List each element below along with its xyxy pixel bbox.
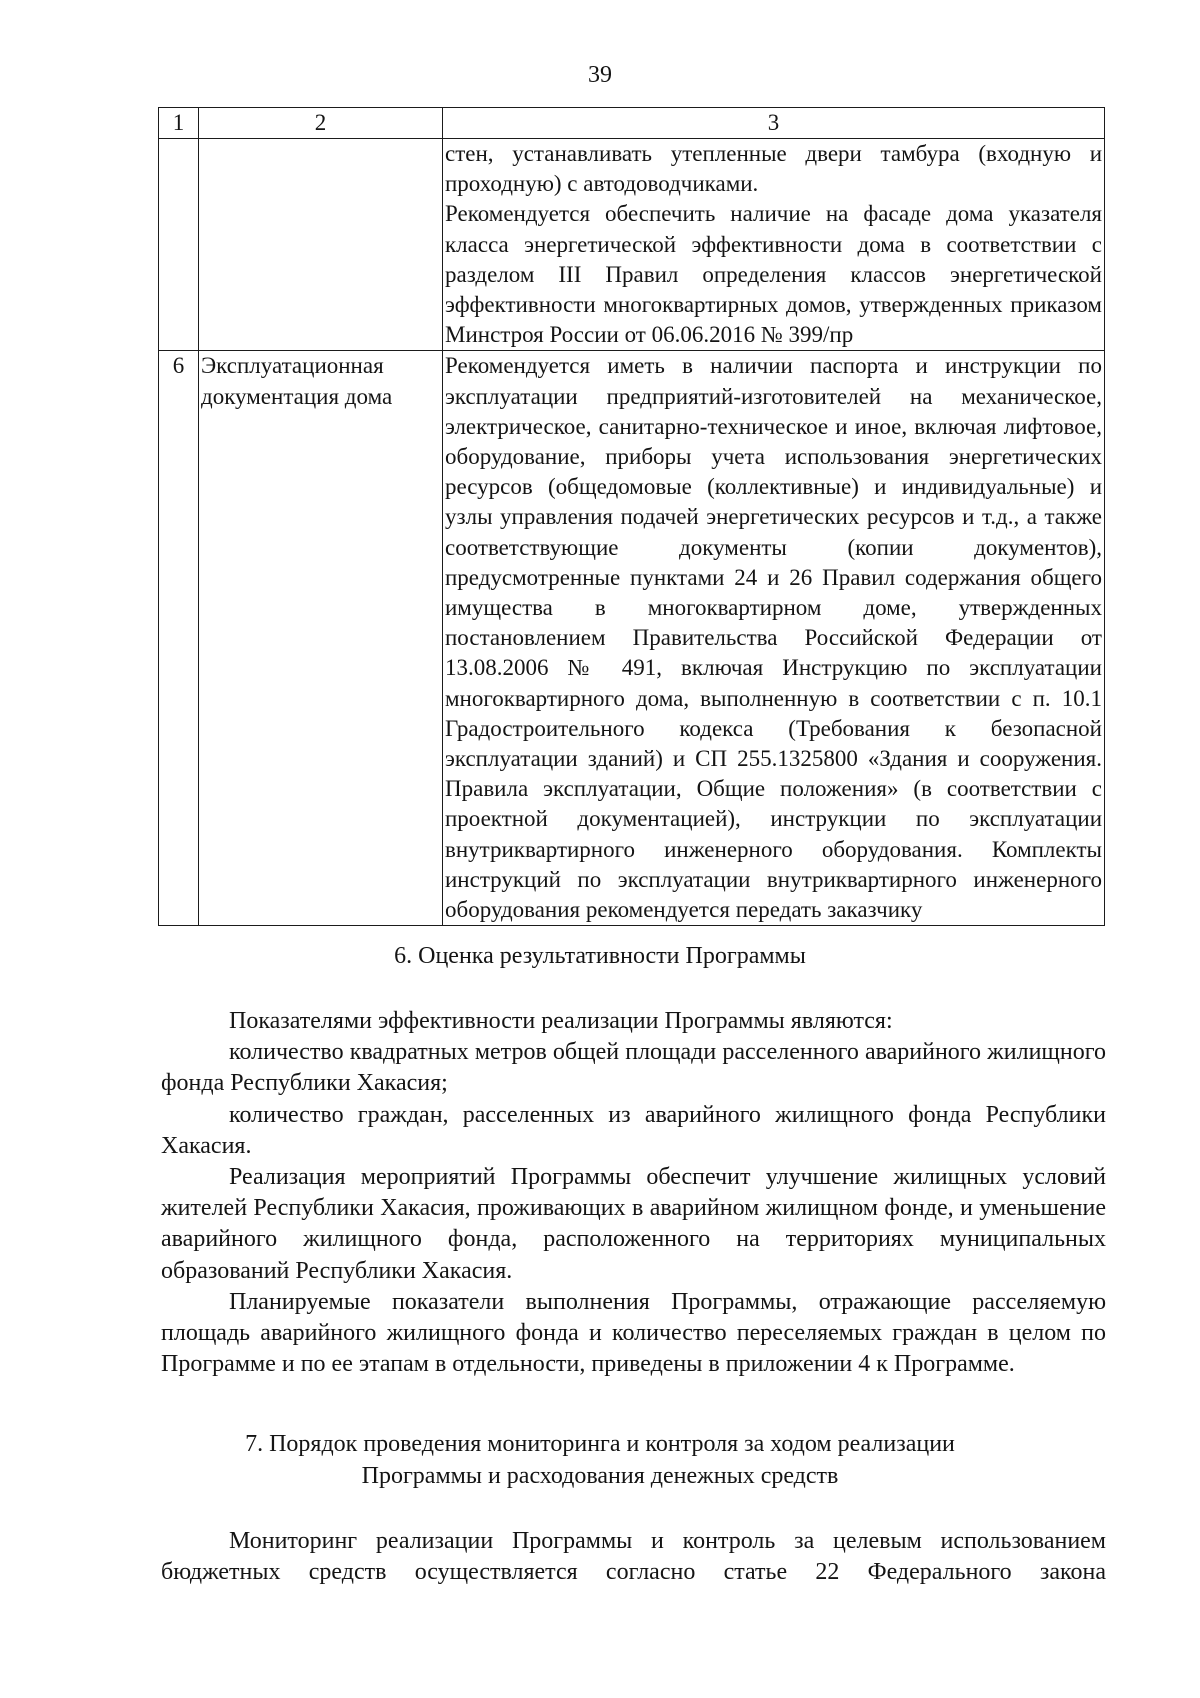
row-name [199,139,443,351]
paragraph: количество граждан, расселенных из аварийного жилищного фонда Республики Хакасия. [161,1101,1106,1159]
section-6-body [161,1006,1106,1380]
paragraph: Планируемые показатели выполнения Программы, отражающие расселяемую площадь аварийного жилищного фонда и количество переселяемых граждан в целом по Программе и по ее этапам в отдельности, приведены в приложении 4 к Программе. [161,1288,1106,1378]
section-7-title-line2: Программы и расходования денежных средств [361,1463,839,1489]
row-description [443,139,1105,351]
row-number: 6 [159,351,199,926]
row-paragraph: Рекомендуется обеспечить наличие на фасаде дома указателя класса энергетической эффективности дома в соответствии с разделом III Правил определения классов энергетической эффективности многоквартирных домов, утвержденных приказом Минстроя России от 06.06.2016 № 399/пр [445,201,1102,348]
table-row [159,351,1105,926]
table-header-cell: 2 [199,108,443,139]
row-description [443,351,1105,926]
section-6-title: 6. Оценка результативности Программы [394,943,806,969]
paragraph: количество квадратных метров общей площади расселенного аварийного жилищного фонда Республики Хакасия; [161,1039,1106,1097]
row-name: Эксплуатационная документация дома [199,351,443,926]
table-header-cell: 1 [159,108,199,139]
row-paragraph: стен, устанавливать утепленные двери тамбура (входную и проходную) с автодоводчиками. [445,141,1102,197]
paragraph: Показателями эффективности реализации Программы являются: [229,1008,893,1034]
paragraph: Мониторинг реализации Программы и контроль за целевым использованием бюджетных средств осуществляется согласно статье 22 Федерального закона [161,1528,1106,1586]
requirements-table [158,107,1105,926]
table-header-cell: 3 [443,108,1105,139]
table-header-row [159,108,1105,139]
table-row [159,139,1105,351]
section-7-body [161,1526,1106,1588]
page-number: 39 [588,62,612,88]
section-7-title-line1: 7. Порядок проведения мониторинга и контроля за ходом реализации [245,1431,955,1457]
row-paragraph: Рекомендуется иметь в наличии паспорта и инструкции по эксплуатации предприятий-изготовителей на механическое, электрическое, санитарно-техническое и иное, включая лифтовое, оборудование, приборы учета использования энергетических ресурсов (общедомовые (коллективные) и индивидуальные) и узлы управления подачей энергетических ресурсов и т.д., а также соответствующие документы (копии документов), предусмотренные пунктами 24 и 26 Правил содержания общего имущества в многоквартирном доме, утвержденных постановлением Правительства Российской Федерации от 13.08.2006 № 491, включая Инструкцию по эксплуатации многоквартирного дома, выполненную в соответствии с п. 10.1 Градостроительного кодекса (Требования к безопасной эксплуатации зданий) и СП 255.1325800 «Здания и сооружения. Правила эксплуатации, Общие положения» (в соответствии с проектной документацией), инструкции по эксплуатации внутриквартирного инженерного оборудования. Комплекты инструкций по эксплуатации внутриквартирного инженерного оборудования рекомендуется передать заказчику [445,353,1102,923]
row-number [159,139,199,351]
paragraph: Реализация мероприятий Программы обеспечит улучшение жилищных условий жителей Республики Хакасия, проживающих в аварийном жилищном фонде, и уменьшение аварийного жилищного фонда, расположенного на территориях муниципальных образований Республики Хакасия. [161,1164,1106,1284]
